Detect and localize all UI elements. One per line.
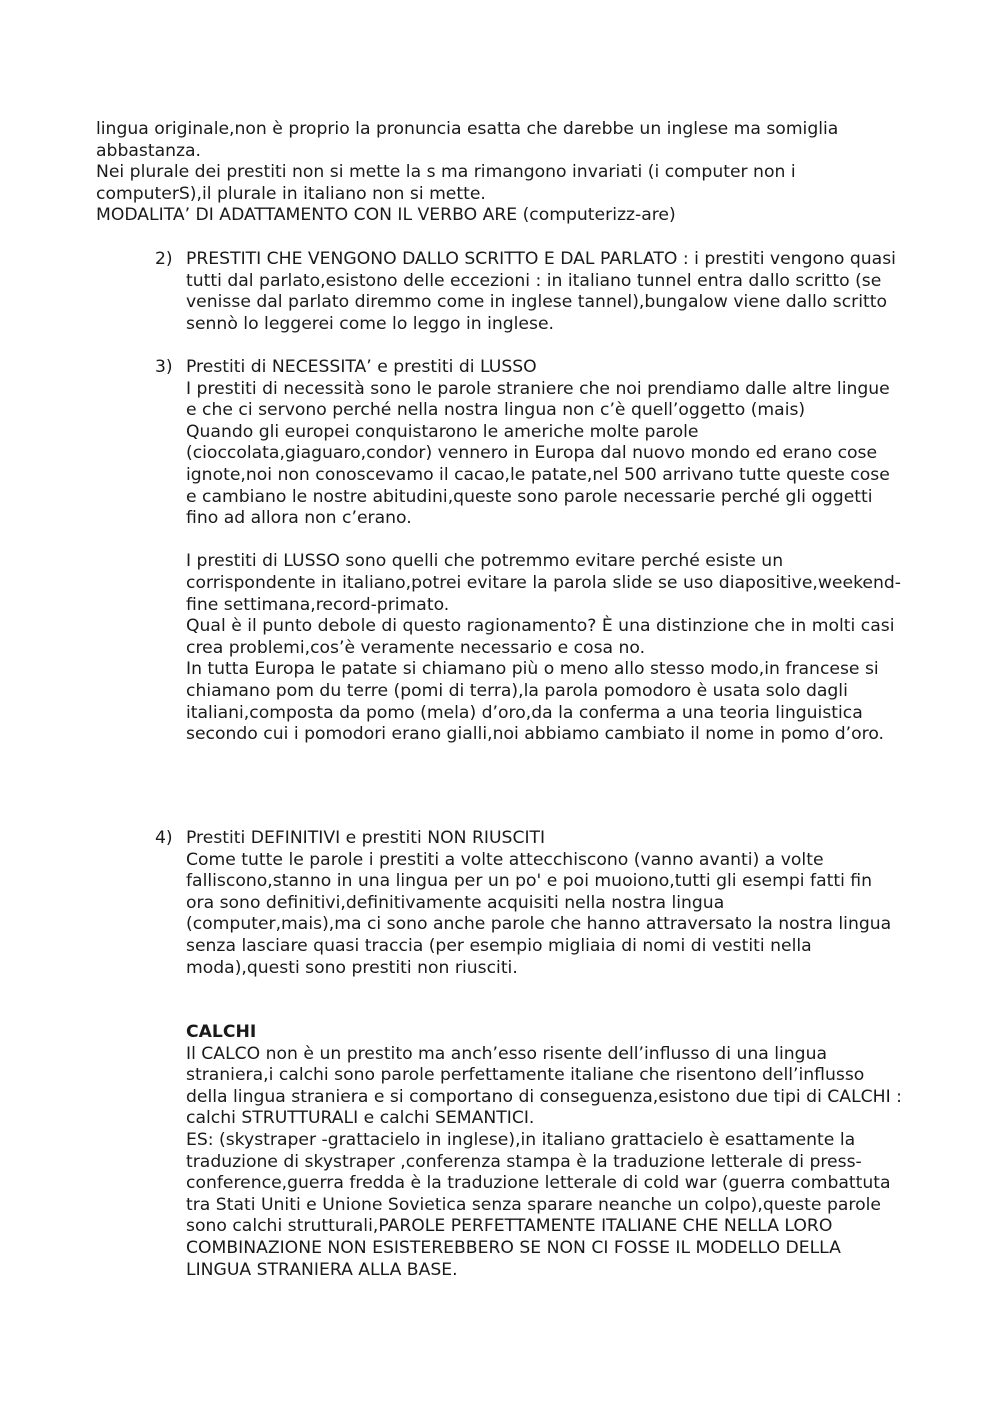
list-item-2 [155,249,905,335]
list-item-text: PRESTITI CHE VENGONO DALLO SCRITTO E DAL PARLATO : i prestiti vengono quasi tutti dal parlato,esistono delle eccezioni : in italiano tunnel entra dallo scritto (se venisse dal parlato diremmo come in inglese tannel),bungalow viene dallo scritto sennò lo leggerei come lo leggo in inglese. [186,249,896,334]
list-item-4 [155,828,905,979]
list-item-paragraph: Qual è il punto debole di questo ragionamento? È una distinzione che in molti casi crea problemi,cos’è veramente necessario e cosa no. [186,616,895,658]
list-item-paragraph: Come tutte le parole i prestiti a volte attecchiscono (vanno avanti) a volte falliscono,stanno in una lingua per un po' e poi muoiono,tutti gli esempi fatti fin ora sono definitivi,definitivamente acquisiti nella nostra lingua (computer,mais),ma ci sono anche parole che hanno attraversato la nostra lingua senza lasciare quasi traccia (per esempio migliaia di nomi di vestiti nella moda),questi sono prestiti non riusciti. [186,849,892,978]
list-item-paragraph: Quando gli europei conquistarono le americhe molte parole (cioccolata,giaguaro,condor) vennero in Europa dal nuovo mondo ed erano cose ignote,noi non conoscevamo il cacao,le patate,nel 500 arrivano tutte queste cose e cambiano le nostre abitudini,queste sono parole necessarie perché gli oggetti fino ad allora non c’erano. [186,421,890,529]
list-number: 4) [155,828,173,848]
section-paragraph: ES: (skystraper -grattacielo in inglese),in italiano grattacielo è esattamente la traduzione di skystraper ,conferenza stampa è la traduzione letterale di press-conference,guerra fredda è la traduzione letterale di cold war (guerra combattuta tra Stati Uniti e Unione Sovietica senza sparare neanche un colpo),queste parole sono calchi strutturali,PAROLE PERFETTAMENTE ITALIANE CHE NELLA LORO COMBINAZIONE NON ESISTEREBBERO SE NON CI FOSSE IL MODELLO DELLA LINGUA STRANIERA ALLA BASE. [186,1129,891,1280]
intro-paragraph: lingua originale,non è proprio la pronuncia esatta che darebbe un inglese ma somiglia abbastanza. [96,119,839,161]
list-item-3 [155,357,905,746]
intro-paragraph: Nei plurale dei prestiti non si mette la s ma rimangono invariati (i computer non i computerS),il plurale in italiano non si mette. [96,162,796,204]
calchi-section [186,1022,902,1281]
list-number: 3) [155,357,173,377]
list-item-paragraph: In tutta Europa le patate si chiamano più o meno allo stesso modo,in francese si chiamano pom du terre (pomi di terra),la parola pomodoro è usata solo dagli italiani,composta da pomo (mela) d’oro,da la conferma a una teoria linguistica secondo cui i pomodori erano gialli,noi abbiamo cambiato il nome in pomo d’oro. [186,659,884,745]
list-item-paragraph: I prestiti di necessità sono le parole straniere che noi prendiamo dalle altre lingue e che ci servono perché nella nostra lingua non c’è quell’oggetto (mais) [186,378,890,421]
section-heading: CALCHI [186,1022,257,1042]
intro-paragraph: MODALITA’ DI ADATTAMENTO CON IL VERBO ARE (computerizz-are) [96,205,676,226]
list-item-paragraph: I prestiti di LUSSO sono quelli che potremmo evitare perché esiste un corrispondente in italiano,potrei evitare la parola slide se uso diapositive,weekend-fine settimana,record-primato. [186,551,902,615]
list-item-heading: Prestiti di NECESSITA’ e prestiti di LUSSO [186,357,537,377]
section-paragraph: Il CALCO non è un prestito ma anch’esso risente dell’influsso di una lingua straniera,i calchi sono parole perfettamente italiane che risentono dell’influsso della lingua straniera e si comportano di conseguenza,esistono due tipi di CALCHI : calchi STRUTTURALI e calchi SEMANTICI. [186,1043,902,1129]
list-item-heading: Prestiti DEFINITIVI e prestiti NON RIUSCITI [186,828,546,848]
list-number: 2) [155,249,173,269]
intro-section [96,119,906,227]
